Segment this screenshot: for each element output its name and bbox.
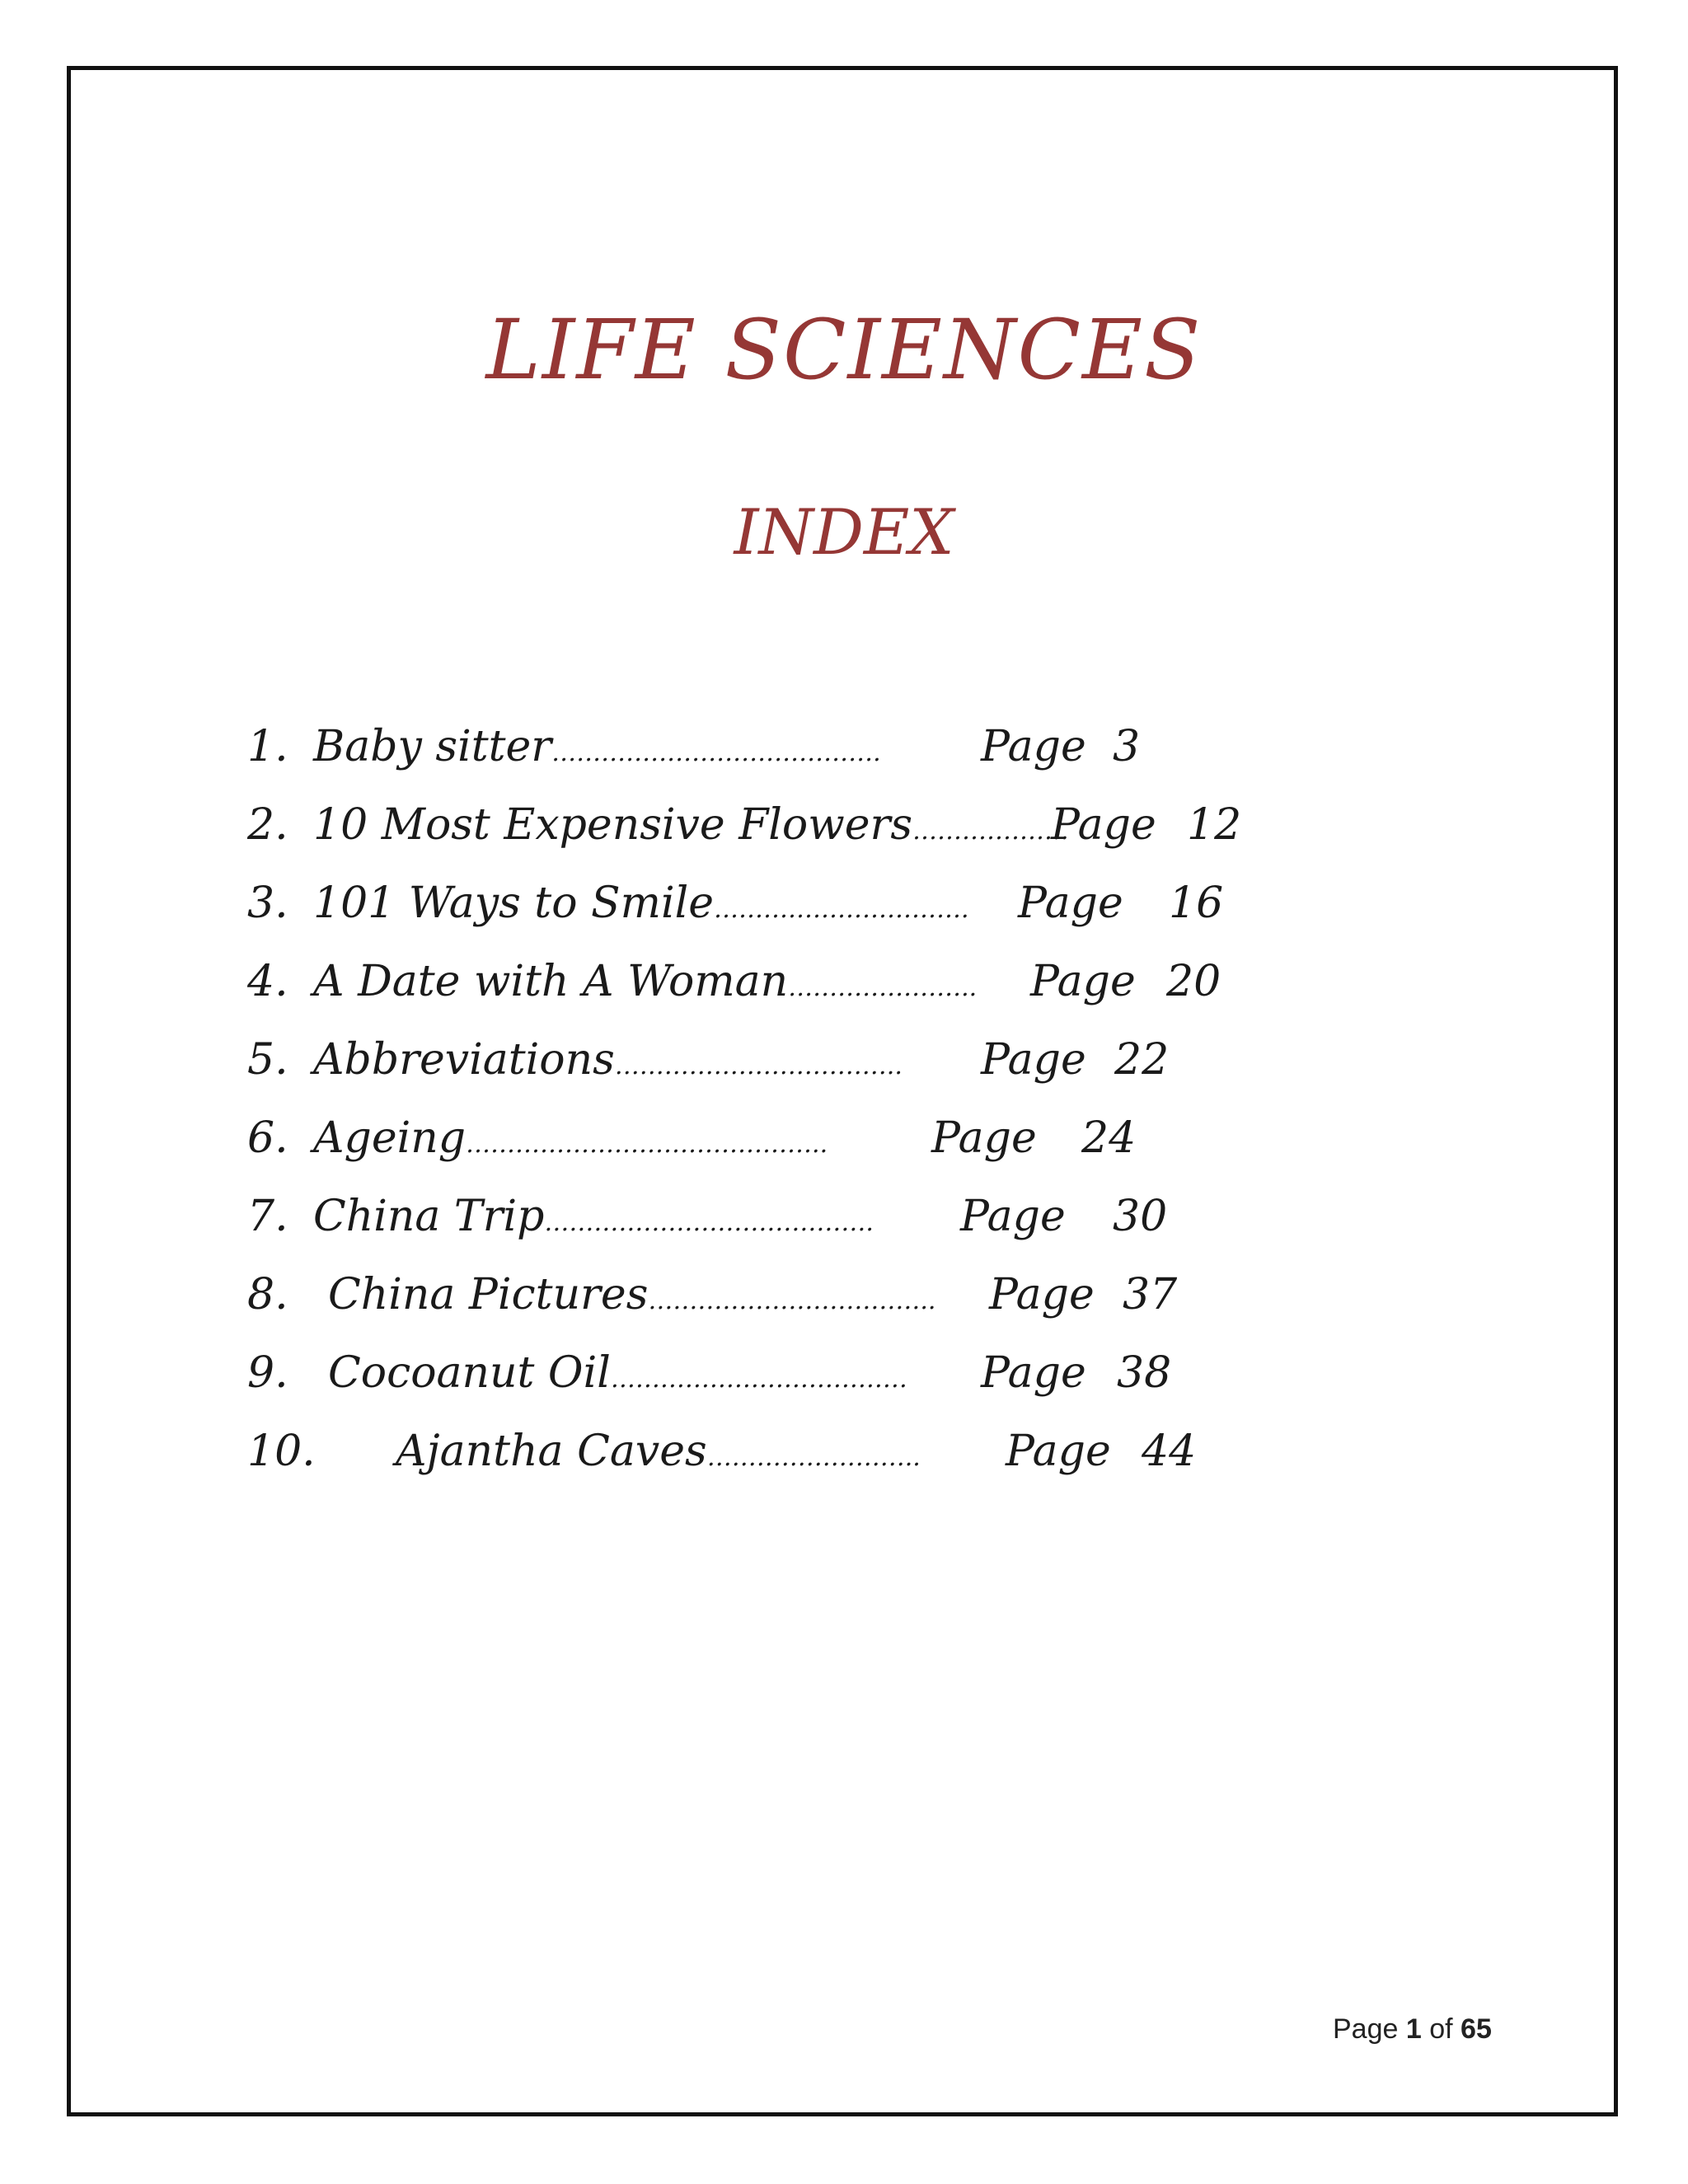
index-entry-text: Baby sitter [313,722,552,771]
index-entry-title [328,1270,936,1319]
index-entry-page-label: Page [931,1113,1037,1163]
document-title: LIFE SCIENCES [485,302,1203,398]
footer-prefix: Page [1333,2013,1399,2045]
index-entry-leader: …………………………….. [614,1052,903,1080]
index-entry-page-label: Page [1018,879,1123,928]
index-entry-page-label: Page [981,722,1086,771]
index-entry-page-number: 30 [1113,1192,1168,1241]
index-entry-title [313,800,1069,850]
index-entry-leader: …………………….. [706,1443,921,1472]
index-entry-page-number: 22 [1114,1035,1170,1085]
index-entry-title [313,1113,828,1163]
index-entry-page-number: 16 [1169,879,1224,928]
index-entry-number: 6. [247,1113,288,1163]
index-entry-number: 7. [247,1192,288,1241]
index-entry-leader: …………………………. [714,895,969,924]
index-entry-leader: …………………………….. [648,1286,936,1315]
index-entry-page-label: Page [989,1270,1095,1319]
index-entry-page-number: 12 [1187,800,1242,850]
index-heading: INDEX [734,495,954,569]
index-entry-page-label: Page [1030,957,1136,1006]
index-entry-page-label: Page [1006,1427,1111,1476]
index-entry-text: A Date with A Woman [313,957,789,1006]
index-entry-number: 10. [247,1427,316,1476]
index-entry-leader: …………………………………. [544,1208,874,1237]
index-entry-title [313,1192,874,1241]
index-entry-number: 2. [247,800,288,850]
index-entry-page-number: 37 [1123,1270,1178,1319]
index-entry-page-label: Page [981,1348,1086,1398]
index-entry-text: China Trip [313,1192,545,1241]
index-entry-leader: ………………. [912,817,1069,846]
index-entry-leader: ……………………………… [610,1365,907,1394]
index-entry-leader: ………………….. [788,973,978,1002]
index-entry-title [313,1035,903,1085]
index-entry-number: 9. [247,1348,288,1398]
index-entry-page-label: Page [960,1192,1066,1241]
index-entry-title [313,722,881,771]
index-entry-text: Ageing [313,1113,467,1163]
footer-of: of [1429,2013,1453,2045]
index-entry-number: 5. [247,1035,288,1085]
index-entry-title [396,1427,921,1476]
page-footer [1333,2013,1492,2046]
index-entry-text: Abbreviations [313,1035,615,1085]
footer-total-pages: 65 [1461,2013,1492,2045]
index-entry-text: 101 Ways to Smile [313,879,715,928]
index-entry-text: 10 Most Expensive Flowers [313,800,913,850]
index-entry-page-number: 38 [1117,1348,1172,1398]
index-entry-number: 8. [247,1270,288,1319]
index-entry-page-number: 24 [1081,1113,1137,1163]
index-entry-title [328,1348,907,1398]
index-entry-leader: …………………………………….. [466,1130,828,1159]
index-entry-page-label: Page [981,1035,1086,1085]
index-entry-title [313,957,978,1006]
index-entry-number: 4. [247,957,288,1006]
index-entry-text: China Pictures [328,1270,649,1319]
index-entry-number: 3. [247,879,288,928]
index-entry-page-number: 20 [1166,957,1221,1006]
index-entry-leader: …………………………………. [551,738,881,767]
index-entry-number: 1. [247,722,288,771]
index-entry-page-number: 44 [1142,1427,1197,1476]
index-entry-text: Ajantha Caves [396,1427,707,1476]
index-entry-title [313,879,969,928]
footer-current-page: 1 [1405,2013,1422,2045]
index-entry-page-label: Page [1051,800,1156,850]
index-entry-page-number: 3 [1113,722,1141,771]
index-entry-text: Cocoanut Oil [328,1348,611,1398]
